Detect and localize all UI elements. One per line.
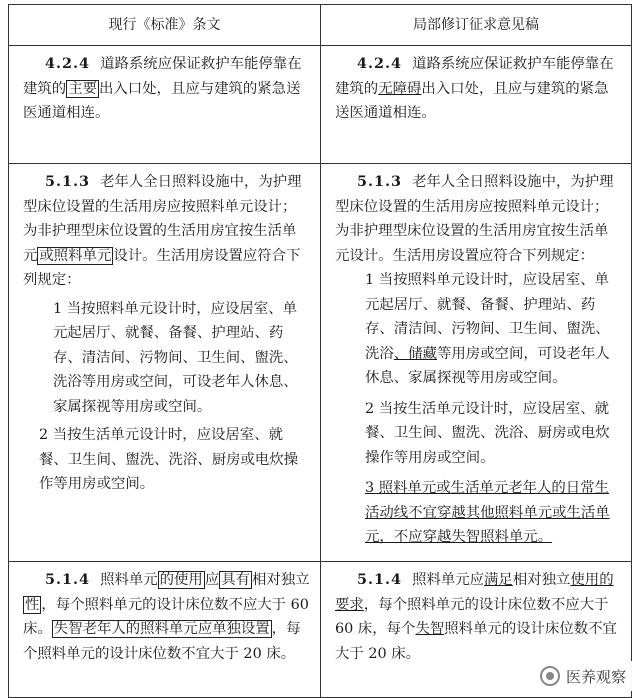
clause-row-5-1-3 [9, 164, 632, 562]
clause-item-2: 2 当按生活单元设计时，应设居室、就餐、卫生间、盥洗、洗浴、厨房或电炊操作等用房或空间。 [39, 427, 299, 492]
clause-item-1: 1 当按照料单元设计时，应设居室、单元起居厅、就餐、备餐、护理站、药存、清洁间、污物间、卫生间、盥洗、洗浴、储藏等用房或空间，可设老年人休息、家属探视等用房或空间。 [365, 272, 610, 386]
header-row [9, 5, 632, 46]
boxed-term: 失智老年人的照料单元应单独设置 [53, 621, 270, 637]
wechat-logo-icon [540, 666, 560, 686]
clause-number: 4.2.4 [357, 55, 403, 72]
clause-item-3-new: 3 照料单元或生活单元老年人的日常生活动线不宜穿越其他照料单元或生活单元，不应穿越失智照料单元。 [365, 480, 610, 545]
cell-revision-5-1-3 [321, 164, 632, 562]
header-revision-draft: 局部修订征求意见稿 [321, 5, 632, 46]
boxed-term: 具有 [221, 572, 251, 588]
cell-current-4-2-4: 4.2.4 道路系统应保证救护车能停靠在建筑的 主要 出入口处，且应与建筑的紧急送医通道相连。 [9, 46, 321, 164]
clause-item-1: 1 当按照料单元设计时，应设居室、单元起居厅、就餐、备餐、护理站、药存、清洁间、污物间、卫生间、盥洗、洗浴等用房或空间，可设老年人休息、家属探视等用房或空间。 [53, 300, 298, 415]
clause-number: 5.1.4 [357, 571, 403, 588]
underlined-term: 使用的要求 [335, 572, 614, 613]
underlined-term: 、储藏 [393, 345, 437, 362]
boxed-term: 性 [25, 596, 40, 613]
underlined-term: 无障碍 [378, 80, 422, 97]
boxed-term: 或照料单元 [39, 247, 112, 264]
comparison-table [8, 4, 632, 698]
cell-current-5-1-4: 5.1.4 照料单元 的使用 应 具有 相对独立性 ，每个照料单元的设计床位数不应大于 60 床。 失智老年人的照料单元应单独设置 ，每个照料单元的设计床位数不宜大于 20 床。 [9, 562, 321, 698]
cell-revision-4-2-4: 4.2.4 道路系统应保证救护车能停靠在建筑的无障碍出入口处，且应与建筑的紧急送医通道相连。 [321, 46, 632, 164]
clause-number: 5.1.3 [357, 173, 403, 190]
clause-number: 4.2.4 [45, 55, 91, 72]
boxed-term: 的使用 [159, 572, 203, 588]
clause-intro: 5.1.3 老年人全日照料设施中，为护理型床位设置的生活用房应按照料单元设计；为非护理型床位设置的生活用房宜按生活单元设计。生活用房设置应符合下列规定： [335, 170, 621, 268]
clause-row-4-2-4 [9, 46, 632, 164]
clause-item-2: 2 当按生活单元设计时，应设居室、就餐、卫生间、盥洗、洗浴、厨房或电炊操作等用房或空间。 [365, 400, 610, 466]
cell-revision-5-1-4: 5.1.4 照料单元应满足相对独立使用的要求，每个照料单元的设计床位数不应大于 60 床，每个失智照料单元的设计床位数不宜大于 20 床。 [321, 562, 632, 698]
underlined-term: 失智 [415, 621, 445, 637]
clause-number: 5.1.3 [45, 173, 91, 190]
watermark-text: 医养观察 [565, 667, 626, 686]
cell-current-5-1-3 [9, 164, 321, 562]
boxed-term: 主要 [68, 80, 97, 97]
underlined-term: 满足 [484, 572, 513, 588]
clause-intro: 5.1.3 老年人全日照料设施中，为护理型床位设置的生活用房应按照料单元设计；为非护理型床位设置的生活用房宜按生活单元 或照料单元 设计。生活用房设置应符合下列规定： [23, 170, 310, 293]
watermark [534, 661, 632, 691]
clause-number: 5.1.4 [45, 571, 91, 588]
header-current-standard: 现行《标准》条文 [9, 5, 321, 46]
